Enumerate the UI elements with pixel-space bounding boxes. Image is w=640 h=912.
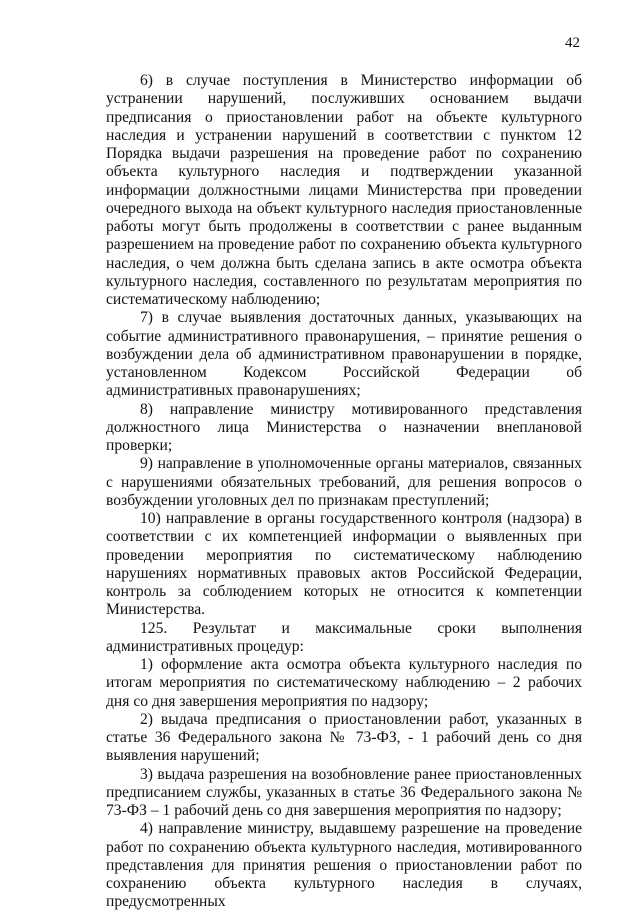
paragraph-item-10: 10) направление в органы государственного контроля (надзора) в соответствии с их компетенцией информации о выявленных при проведении мероприятия по систематическому наблюдению нарушениях нормативных правовых актов Российской Федерации, контроль за соблюдением которых не относится к компетенции Министерства.: [106, 510, 582, 619]
result-item-3: 3) выдача разрешения на возобновление ранее приостановленных предписанием службы, указанных в статье 36 Федерального закона № 73-ФЗ – 1 рабочий день со дня завершения мероприятия по надзору;: [106, 765, 582, 819]
paragraph-item-8: 8) направление министру мотивированного представления должностного лица Министерства о назначении внеплановой проверки;: [106, 400, 582, 454]
result-item-4: 4) направление министру, выдавшему разрешение на проведение работ по сохранению объекта культурного наследия, мотивированного представления для принятия решения о приостановлении работ по сохранению объекта культурного наследия в случаях, предусмотренных: [106, 820, 582, 911]
page-number: 42: [565, 35, 580, 51]
result-item-2: 2) выдача предписания о приостановлении работ, указанных в статье 36 Федерального закона № 73-ФЗ, - 1 рабочий день со дня выявления нарушений;: [106, 710, 582, 765]
paragraph-item-6: 6) в случае поступления в Министерство информации об устранении нарушений, послуживших основанием выдачи предписания о приостановлении работ на объекте культурного наследия и устранении нарушений в соответствии с пунктом 12 Порядка выдачи разрешения на проведение работ по сохранению объекта культурного наследия и подтверждении указанной информации должностными лицами Министерства при проведении очередного выхода на объект культурного наследия приостановленные работы могут быть продолжены в соответствии с ранее выданным разрешением на проведение работ по сохранению объекта культурного наследия, о чем должна быть сделана запись в акте осмотра объекта культурного наследия, составленного по результатам мероприятия по систематическому наблюдению;: [106, 72, 582, 308]
paragraph-item-7: 7) в случае выявления достаточных данных, указывающих на событие административного правонарушения, – принятие решения о возбуждении дела об административном правонарушении в порядке, установленном Кодексом Российской Федерации об административных правонарушениях;: [106, 309, 582, 400]
section-125-heading: 125. Результат и максимальные сроки выполнения административных процедур:: [106, 619, 582, 655]
document-body: [106, 72, 582, 912]
result-item-1: 1) оформление акта осмотра объекта культурного наследия по итогам мероприятия по систематическому наблюдению – 2 рабочих дня со дня завершения мероприятия по надзору;: [106, 656, 582, 710]
paragraph-item-9: 9) направление в уполномоченные органы материалов, связанных с нарушениями обязательных требований, для решения вопросов о возбуждении уголовных дел по признакам преступлений;: [106, 455, 582, 509]
